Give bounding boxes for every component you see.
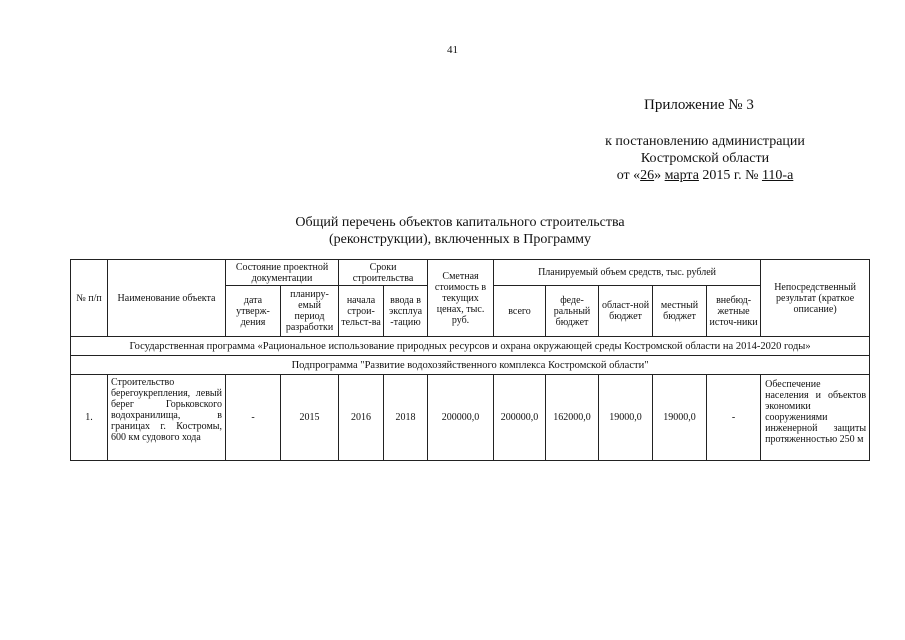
resolution-number: 110-а <box>761 168 794 183</box>
program-row: Государственная программа «Рациональное использование природных ресурсов и охрана окружающей среды Костромской области на 2014-2020 годы» <box>71 337 870 356</box>
subprogram-row: Подпрограмма "Развитие водохозяйственного комплекса Костромской области" <box>71 356 870 375</box>
row-result: Обеспечение населения и объектов экономики сооружениями инженерной защиты протяженностью 250 м <box>761 375 870 461</box>
header-regional: област-ной бюджет <box>599 286 653 337</box>
row-object-name: Строительство берегоукрепления, левый берег Горьковского водохранилища, в границах г. Костромы, 600 км судового хода <box>108 375 226 461</box>
document-title-line-2: (реконструкции), включенных в Программу <box>328 232 592 247</box>
resolution-reference <box>560 133 850 184</box>
header-start: начала строи-тельст-ва <box>339 286 384 337</box>
row-extrabudget: - <box>707 375 761 461</box>
resolution-day: 26 <box>640 168 655 183</box>
header-num: № п/п <box>71 260 108 337</box>
header-commissioning: ввода в эксплуа -тацию <box>384 286 428 337</box>
header-extrabudget: внебюд-жетные источ-ники <box>707 286 761 337</box>
header-total: всего <box>494 286 546 337</box>
row-approval-date: - <box>226 375 281 461</box>
row-local: 19000,0 <box>653 375 707 461</box>
table-row <box>71 375 870 461</box>
header-planned-period: планиру-емый период разработки <box>281 286 339 337</box>
row-planned-period: 2015 <box>281 375 339 461</box>
resolution-line-1: к постановлению администрации <box>605 134 805 149</box>
header-project-docs-state: Состояние проектной документации <box>226 260 339 286</box>
resolution-prefix: от « <box>616 168 641 183</box>
page-number: 41 <box>447 44 458 56</box>
row-start: 2016 <box>339 375 384 461</box>
header-construction-terms: Сроки строительства <box>339 260 428 286</box>
header-federal: феде-ральный бюджет <box>546 286 599 337</box>
appendix-title: Приложение № 3 <box>644 97 754 113</box>
header-estimated-cost: Сметная стоимость в текущих ценах, тыс. руб. <box>428 260 494 337</box>
row-total: 200000,0 <box>494 375 546 461</box>
row-federal: 162000,0 <box>546 375 599 461</box>
header-local: местный бюджет <box>653 286 707 337</box>
resolution-mid-2: 2015 г. № <box>698 168 762 183</box>
resolution-month: марта <box>664 168 699 183</box>
document-title <box>200 214 720 248</box>
resolution-line-2: Костромской области <box>640 151 770 166</box>
resolution-mid-1: » <box>654 168 665 183</box>
row-commissioning: 2018 <box>384 375 428 461</box>
row-estimated-cost: 200000,0 <box>428 375 494 461</box>
resolution-date-line <box>560 167 850 184</box>
row-regional: 19000,0 <box>599 375 653 461</box>
header-approval-date: дата утверж-дения <box>226 286 281 337</box>
header-planned-funding: Планируемый объем средств, тыс. рублей <box>494 260 761 286</box>
header-name: Наименование объекта <box>108 260 226 337</box>
header-result: Непосредственный результат (краткое описание) <box>761 260 870 337</box>
capital-construction-table <box>70 259 870 461</box>
document-title-line-1: Общий перечень объектов капитального строительства <box>295 215 625 230</box>
row-num: 1. <box>71 375 108 461</box>
